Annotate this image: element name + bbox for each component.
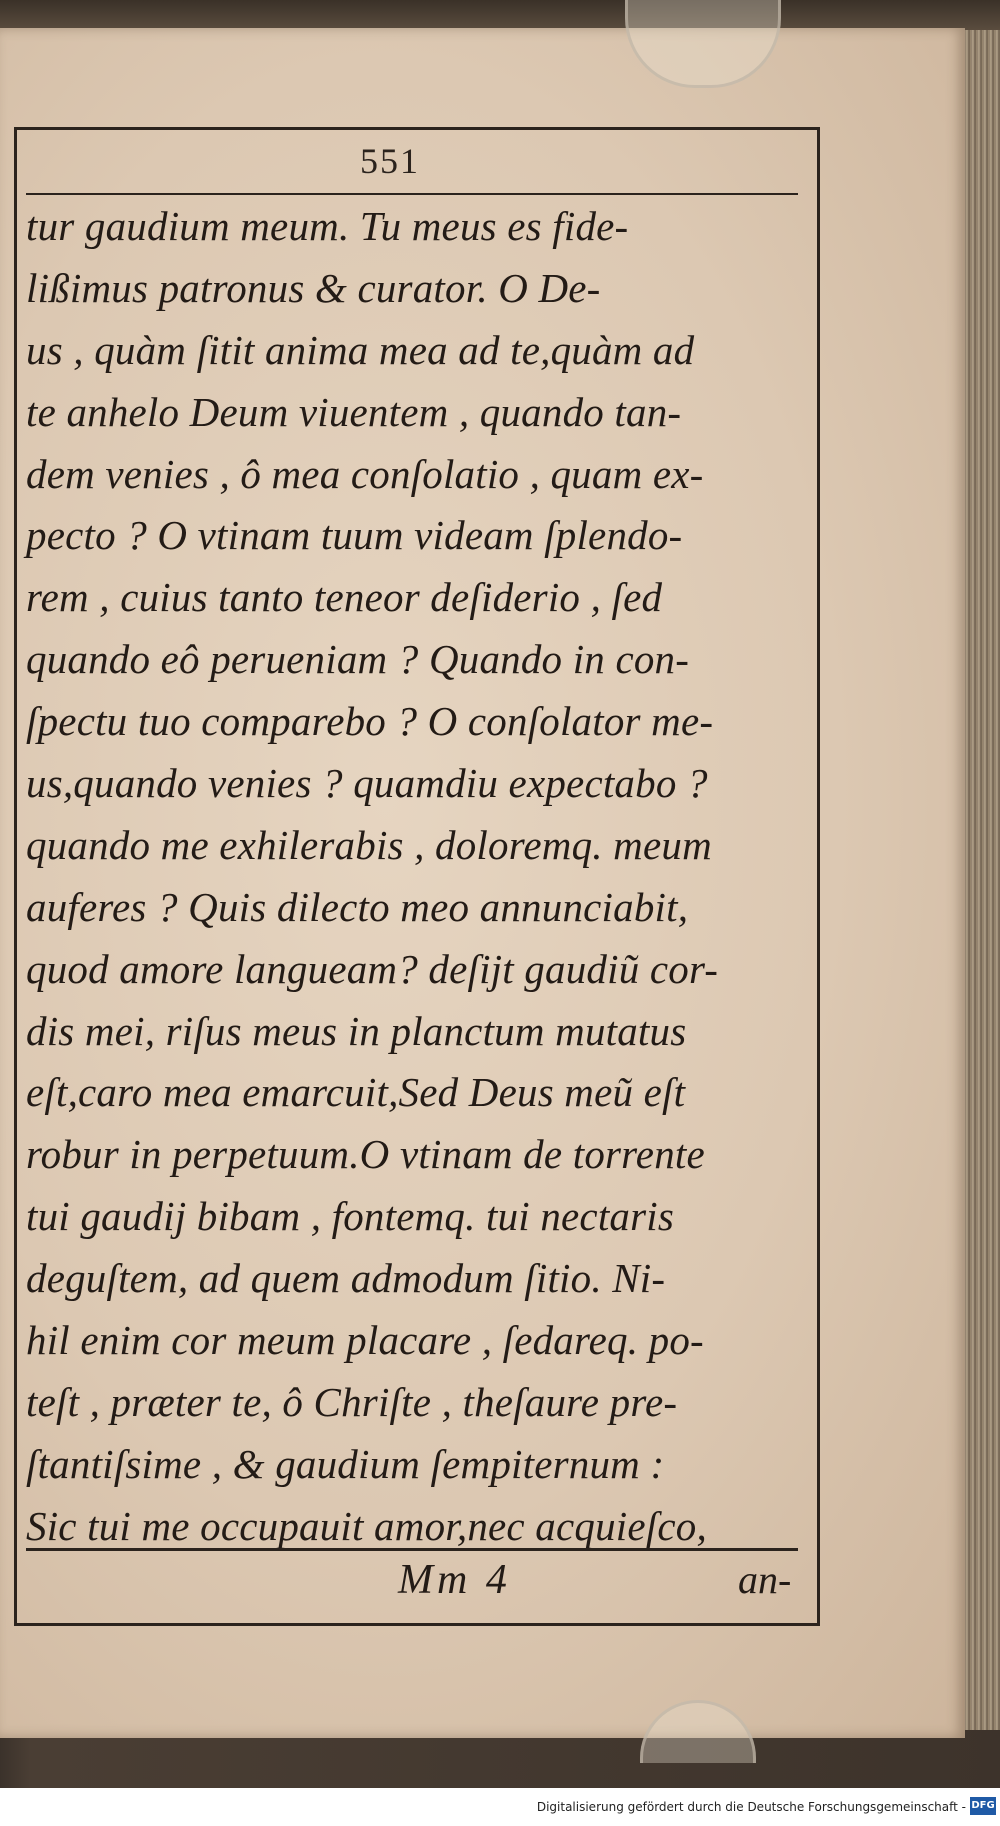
text-line: rem , cuius tanto teneor deſiderio , ſed <box>26 574 663 621</box>
text-line: ſtantiſsime , & gaudium ſempiternum : <box>26 1440 665 1487</box>
text-line: tur gaudium meum. Tu meus es fide- <box>26 203 629 249</box>
text-line: hil enim cor meum placare , ſedareq. po- <box>26 1317 704 1364</box>
text-body <box>26 196 816 1558</box>
header-rule <box>26 193 798 195</box>
text-line: eſt,caro mea emarcuit,Sed Deus meũ eſt <box>26 1069 686 1116</box>
text-line: ſpectu tuo comparebo ? O conſolator me- <box>26 698 714 745</box>
page-number: 551 <box>360 141 420 181</box>
dfg-credit-text: Digitalisierung gefördert durch die Deutsche Forschungsgemeinschaft - <box>536 1800 966 1814</box>
text-line: quando me exhilerabis , doloremq. meum <box>26 821 712 868</box>
book-top-edge <box>0 0 1000 30</box>
text-line: Sic tui me occupauit amor,nec acquieſco, <box>26 1502 707 1549</box>
text-line: pecto ? O vtinam tuum videam ſplendo- <box>26 512 683 559</box>
text-line: robur in perpetuum.O vtinam de torrente <box>26 1131 705 1178</box>
text-line: teſt , præter te, ô Chriſte , theſaure pre- <box>26 1378 678 1425</box>
text-line: us , quàm ſitit anima mea ad te,quàm ad <box>26 326 695 373</box>
text-line: quando eô perueniam ? Quando in con- <box>26 636 690 683</box>
text-line: us,quando venies ? quamdiu expectabo ? <box>26 760 708 807</box>
text-line: lißimus patronus & curator. O De- <box>26 264 601 311</box>
signature-mark: Mm 4 <box>398 1557 511 1603</box>
catchword: an- <box>738 1557 792 1602</box>
page-edges <box>965 30 1000 1730</box>
text-line: quod amore langueam? deſijt gaudiũ cor- <box>26 945 719 992</box>
text-line: dis mei, riſus meus in planctum mutatus <box>26 1007 687 1054</box>
text-line: tui gaudij bibam , fontemq. tui nectaris <box>26 1193 675 1240</box>
text-line: dem venies , ô mea conſolatio , quam ex- <box>26 450 704 497</box>
text-line: auferes ? Quis dilecto meo annunciabit, <box>26 883 689 930</box>
dfg-logo-icon: DFG <box>970 1797 996 1815</box>
footer-rule <box>26 1548 798 1551</box>
text-line: te anhelo Deum viuentem , quando tan- <box>26 388 682 435</box>
text-line: deguſtem, ad quem admodum ſitio. Ni- <box>26 1255 666 1302</box>
